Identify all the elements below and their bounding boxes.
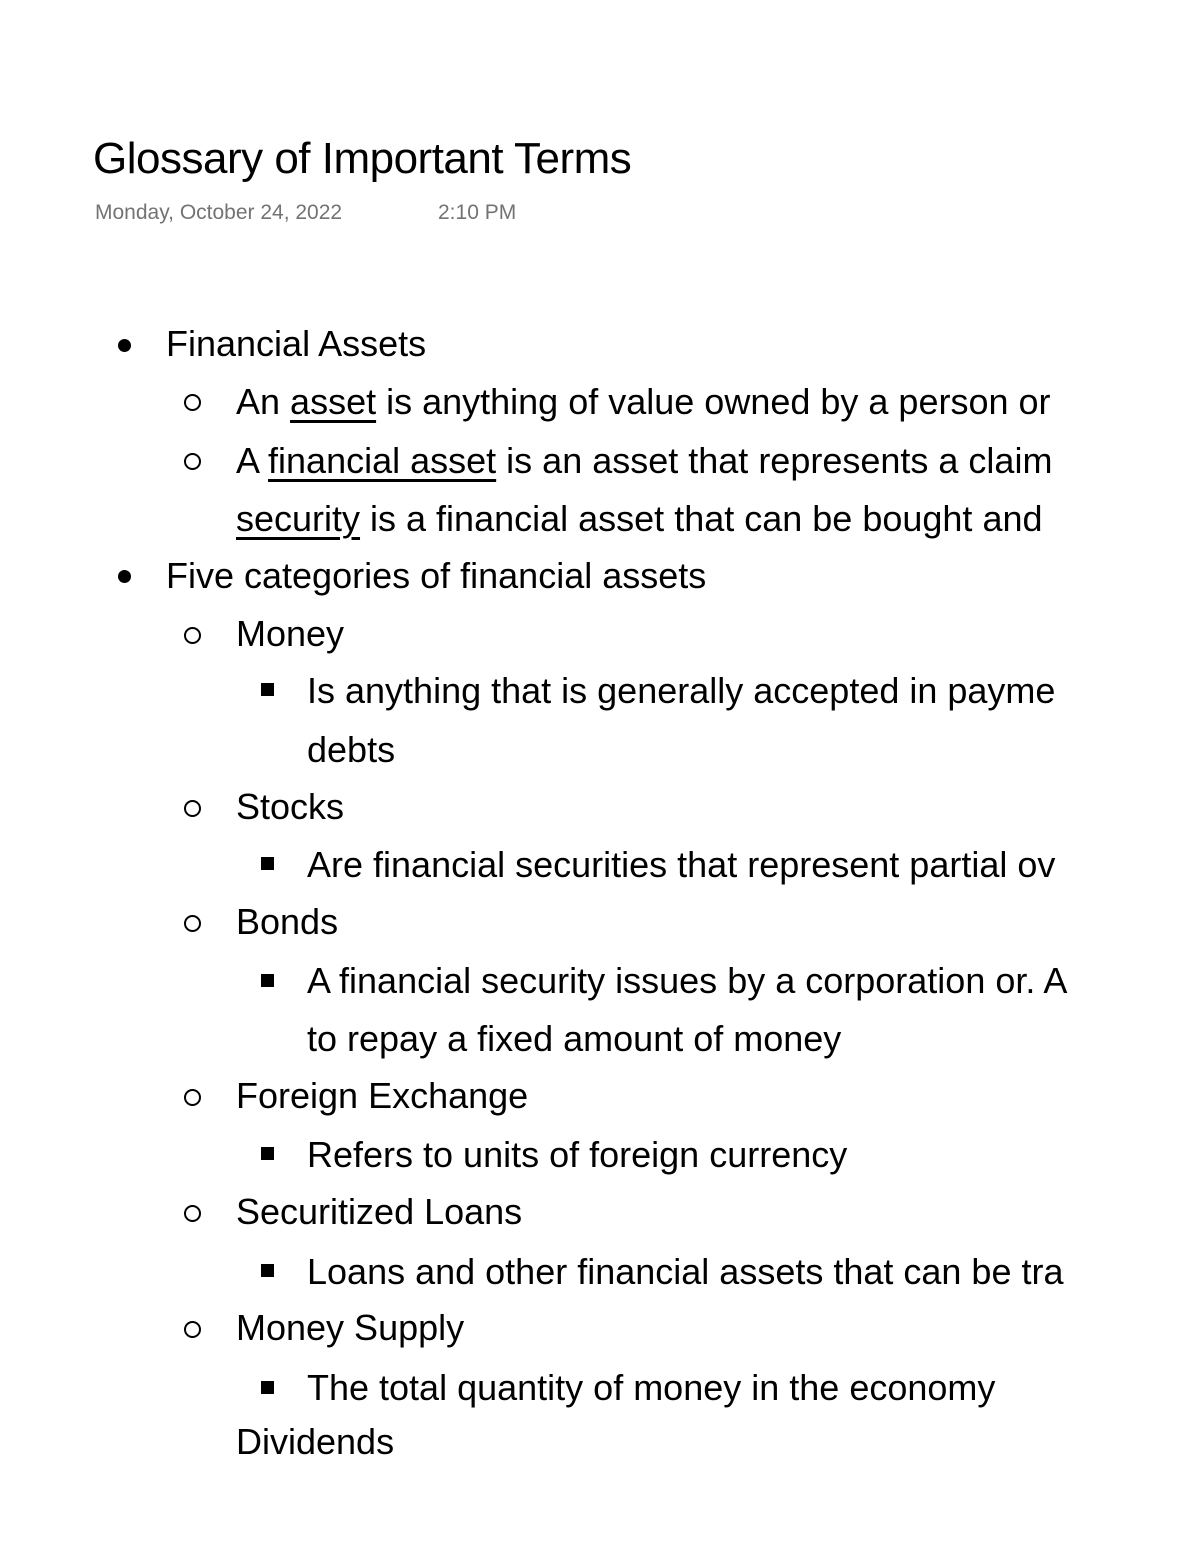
bullet-square-icon	[261, 683, 274, 696]
list-item: Money	[236, 613, 345, 654]
list-item: Foreign Exchange	[236, 1075, 529, 1116]
list-item: Bonds	[236, 901, 339, 942]
list-item-continuation: to repay a fixed amount of money	[307, 1018, 842, 1059]
list-item: Loans and other financial assets that can be tra	[307, 1251, 1064, 1292]
term-financial-asset: financial asset	[268, 440, 497, 481]
bullet-square-icon	[261, 1147, 274, 1160]
bullet-circle-icon	[184, 1089, 201, 1106]
page-date: Monday, October 24, 2022	[95, 201, 343, 224]
list-item: A financial asset is an asset that represents a claim	[236, 440, 1053, 481]
list-item: Stocks	[236, 786, 345, 827]
bullet-square-icon	[261, 1381, 274, 1394]
bullet-square-icon	[261, 857, 274, 870]
bullet-circle-icon	[184, 915, 201, 932]
list-item-continuation: debts	[307, 729, 396, 770]
bullet-square-icon	[261, 974, 274, 987]
bullet-circle-icon	[184, 800, 201, 817]
bullet-circle-icon	[184, 394, 201, 411]
list-item: A financial security issues by a corporation or. A	[307, 960, 1068, 1001]
term-security: security	[236, 498, 361, 539]
bullet-circle-icon	[184, 453, 201, 470]
bullet-circle-icon	[184, 627, 201, 644]
list-item: Money Supply	[236, 1307, 465, 1348]
list-item: Dividends	[236, 1421, 395, 1462]
list-item: Are financial securities that represent partial ov	[307, 844, 1056, 885]
term-asset: asset	[290, 381, 377, 422]
list-item: Five categories of financial assets	[166, 555, 707, 596]
list-item: The total quantity of money in the economy	[307, 1367, 996, 1408]
bullet-circle-icon	[184, 1321, 201, 1338]
list-item: Securitized Loans	[236, 1191, 523, 1232]
list-item: Is anything that is generally accepted in payme	[307, 670, 1056, 711]
list-item: An asset is anything of value owned by a person or	[236, 381, 1051, 422]
page-time: 2:10 PM	[438, 201, 517, 224]
bullet-circle-icon	[184, 1205, 201, 1222]
bullet-square-icon	[261, 1264, 274, 1277]
page-title: Glossary of Important Terms	[93, 134, 632, 183]
list-item: Refers to units of foreign currency	[307, 1134, 848, 1175]
list-item-continuation: security is a financial asset that can be bought and	[236, 498, 1043, 539]
bullet-disc-icon	[118, 570, 131, 583]
bullet-disc-icon	[118, 339, 131, 352]
list-item: Financial Assets	[166, 323, 427, 364]
